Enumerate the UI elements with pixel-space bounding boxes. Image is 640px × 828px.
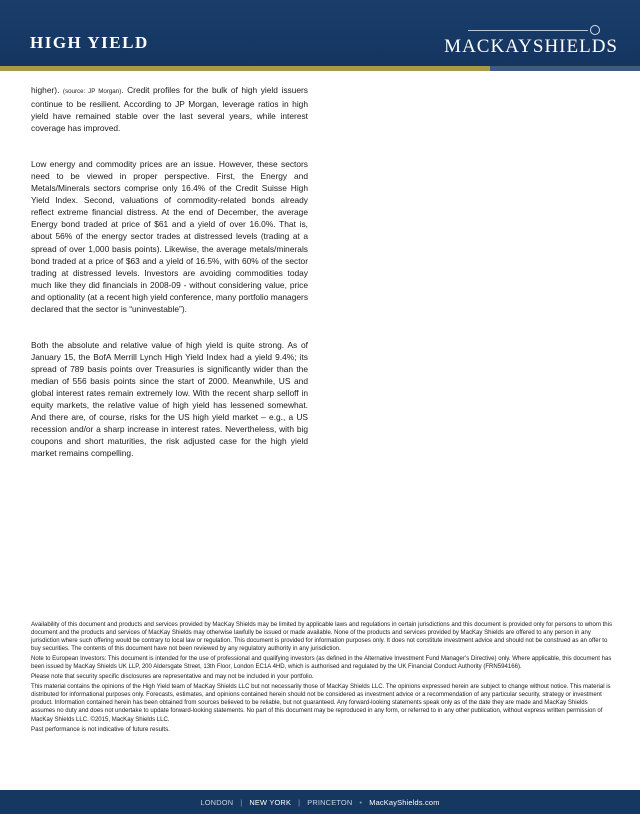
mackay-shields-logo (428, 24, 618, 56)
logo-wordmark: MACKAYSHIELDS (444, 36, 618, 57)
office-new-york: NEW YORK (249, 797, 292, 807)
source-citation: (source: JP Morgan) (62, 88, 122, 95)
disclaimer-availability: Availability of this document and products and services provided by MacKay Shields may be limited by applicable laws and regulations in certain jurisdictions and this document is provided only for persons to whom this document and the products and services of MacKay Shields may otherwise lawfully be issued or made available. None of the products and services provided by MacKay Shields are offered to any person in any jurisdiction where such offering would be contrary to local law or regulation. This document is provided for information purposes only. It does not constitute investment advice and should not be construed as an offer to buy securities. The contents of this document have not been reviewed by any regulatory authority in any jurisdiction. (31, 622, 613, 653)
disclaimer-security-specific: Please note that security specific disclosures are representative and may not be included in your portfolio. (31, 674, 314, 681)
paragraph-credit-profiles (31, 84, 308, 134)
paragraph-relative-value: Both the absolute and relative value of high yield is quite strong. As of January 15, the BofA Merrill Lynch High Yield Index had a yield 9.4%; its spread of 789 basis points over Treasuries is significantly wider than the median of 556 basis points since the start of 2000. Meanwhile, US and global interest rates remain extremely low. With the recent sharp selloff in equity markets, the relative value of high yield has lessened somewhat. And there are, of course, risks for the US high yield market – e.g., a US recession and/or a sharp increase in interest rates. Nevertheless, with big coupons and short maturities, the risk adjusted case for the high yield market remains compelling. (31, 339, 308, 459)
accent-bar (0, 66, 640, 71)
office-london: LONDON (200, 797, 234, 807)
logo-rule (468, 30, 588, 31)
paragraph-continuation: . Credit profiles for the bulk of high yield issuers continue to be resilient. According to JP Morgan, leverage ratios in high yield have remained stable over the last several years, while interest coverage has improved. (31, 85, 308, 134)
website-link[interactable]: MacKayShields.com (369, 797, 440, 807)
article-body (31, 84, 308, 483)
paragraph-energy-commodities: Low energy and commodity prices are an issue. However, these sectors need to be viewed in proper perspective. First, the Energy and Metals/Minerals sectors comprise only 16.4% of the Credit Suisse High Yield Index. Second, valuations of commodity-related bonds already reflect extreme financial distress. At the end of December, the average Energy bond traded at price of $61 and a yield of over 16.0%. That is, about 56% of the energy sector trades at distressed levels (trading at a spread of over 1,000 basis points). Likewise, the average metals/minerals bond traded at a price of $63 and a yield of 16.5%, with 60% of the sector trading at distressed levels. Investors are avoiding commodities today much like they did financials in 2008-09 - without considering value, price and optionality (at a recent high yield conference, many portfolio managers declared that the sector is “uninvestable”). (31, 159, 309, 314)
office-princeton: PRINCETON (307, 797, 353, 807)
disclaimer-opinions: This material contains the opinions of the High Yield team of MacKay Shields LLC but not necessarily those of MacKay Shields LLC. The opinions expressed herein are subject to change without notice. This material is distributed for informational purposes only. Forecasts, estimates, and opinions contained herein should not be considered as investment advice or a recommendation of any particular security, strategy or investment product. Information contained herein has been obtained from sources believed to be reliable, but not guaranteed. Any forward-looking statements speak only as of the date they are made and MacKay Shields assumes no duty and does not undertake to update forward-looking statements. No part of this document may be reproduced in any form, or referred to in any other publication, without express written permission of MacKay Shields LLC. ©2015, MacKay Shields LLC. (31, 684, 611, 723)
disclaimer-european-investors: Note to European Investors: This document is intended for the use of professional and qualifying investors (as defined in the Alternative Investment Fund Manager’s Directive) only. Where applicable, this document has been issued by MacKay Shields UK LLP, 200 Aldersgate Street, 13th Floor, London EC1A 4HD, which is authorised and regulated by the UK Financial Conduct Authority (FRN594166). (31, 656, 612, 671)
footer-separator: | (298, 797, 301, 807)
bullet-icon: • (359, 797, 363, 807)
page-footer (0, 790, 640, 814)
disclaimers (31, 621, 613, 736)
footer-separator: | (240, 797, 243, 807)
page-header (0, 0, 640, 66)
accent-bar-olive (0, 66, 490, 71)
globe-icon (590, 25, 600, 35)
paragraph-lead: higher). (31, 85, 63, 95)
accent-bar-blue (490, 66, 640, 71)
disclaimer-past-performance: Past performance is not indicative of future results. (31, 725, 170, 733)
section-title: HIGH YIELD (30, 33, 149, 52)
